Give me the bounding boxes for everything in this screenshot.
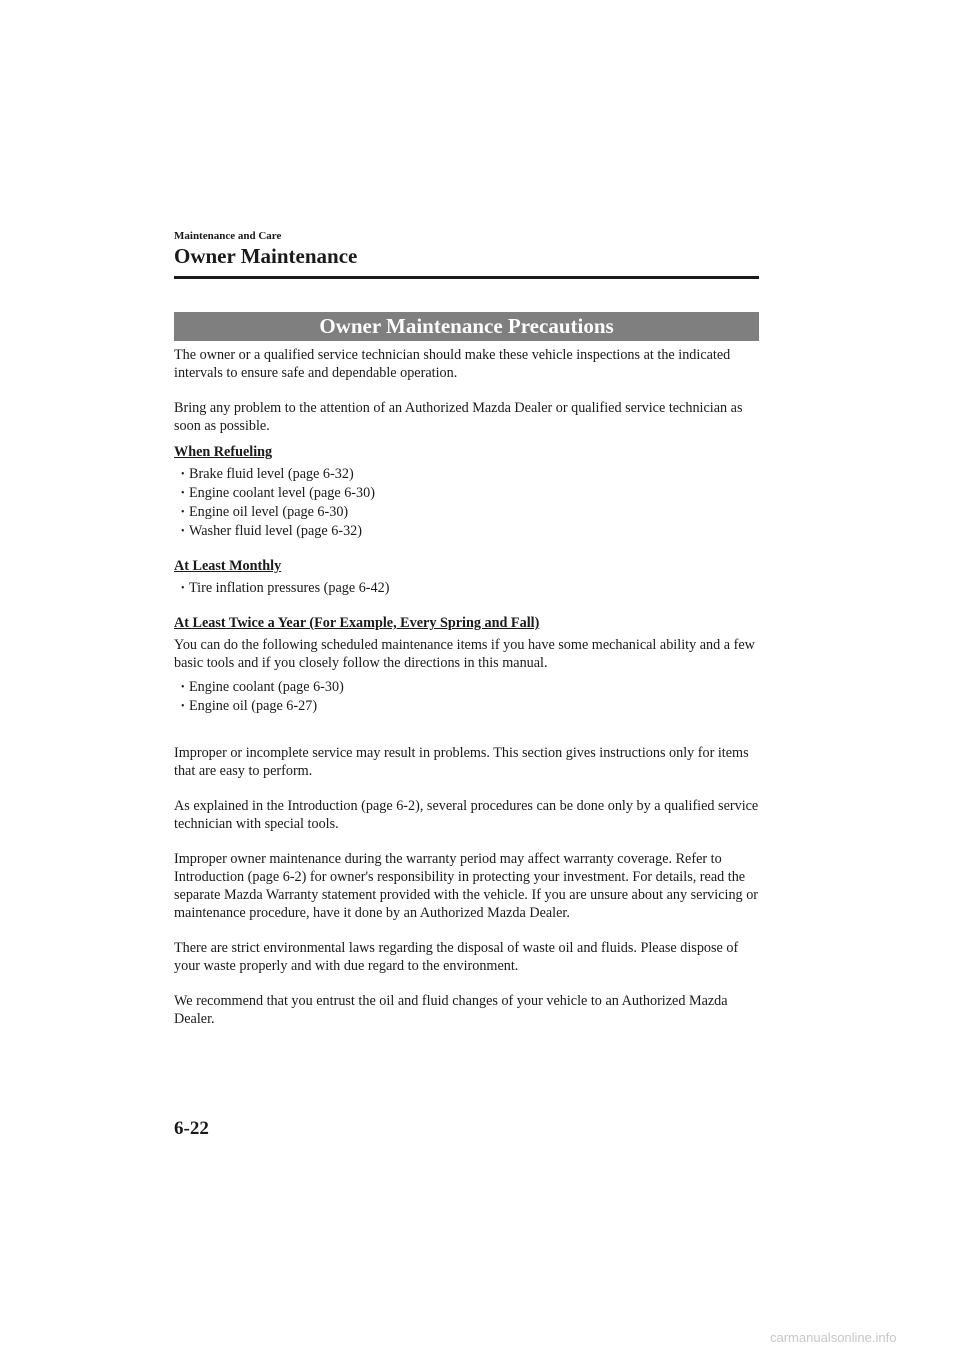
list-item: • Engine oil (page 6-27) — [181, 697, 759, 716]
watermark: carmanualsonline.info — [770, 1330, 897, 1345]
when-refueling-heading: When Refueling — [174, 444, 273, 460]
list-item: • Engine coolant (page 6-30) — [181, 678, 759, 697]
section-banner: Owner Maintenance Precautions — [174, 312, 759, 341]
breadcrumb: Maintenance and Care — [174, 230, 282, 242]
list-item: • Brake fluid level (page 6-32) — [181, 465, 759, 484]
twice-a-year-intro: You can do the following scheduled maintenance items if you have some mechanical ability and a few basic tools and if you closely follow the directions in this manual. — [174, 637, 755, 671]
body-paragraph: As explained in the Introduction (page 6-2), several procedures can be done only by a qualified service technician with special tools. — [174, 798, 759, 832]
when-refueling-list — [174, 465, 759, 541]
main-content — [174, 346, 759, 1045]
list-item: • Engine oil level (page 6-30) — [181, 503, 759, 522]
at-least-monthly-list — [174, 579, 759, 598]
twice-a-year-list — [174, 678, 759, 716]
twice-a-year-heading: At Least Twice a Year (For Example, Every Spring and Fall) — [174, 615, 540, 631]
intro-paragraph: Bring any problem to the attention of an Authorized Mazda Dealer or qualified service technician as soon as possible. — [174, 400, 743, 434]
list-item: • Washer fluid level (page 6-32) — [181, 522, 759, 541]
list-item: • Tire inflation pressures (page 6-42) — [181, 579, 759, 598]
page-title: Owner Maintenance — [174, 244, 358, 268]
header-divider — [174, 276, 759, 279]
list-item: • Engine coolant level (page 6-30) — [181, 484, 759, 503]
at-least-monthly-heading: At Least Monthly — [174, 558, 282, 574]
body-paragraph: Improper or incomplete service may result in problems. This section gives instructions only for items that are easy to perform. — [174, 745, 749, 779]
body-paragraph: There are strict environmental laws regarding the disposal of waste oil and fluids. Please dispose of your waste properly and with due regard to the environment. — [174, 940, 739, 974]
body-paragraph: We recommend that you entrust the oil and fluid changes of your vehicle to an Authorized Mazda Dealer. — [174, 993, 728, 1027]
page-number: 6-22 — [174, 1118, 209, 1139]
body-paragraph: Improper owner maintenance during the warranty period may affect warranty coverage. Refer to Introduction (page 6-2) for owner's responsibility in protecting your investment. For details, read the separate Mazda Warranty statement provided with the vehicle. If you are unsure about any servicing or maintenance procedure, have it done by an Authorized Mazda Dealer. — [174, 851, 759, 921]
intro-paragraph: The owner or a qualified service technician should make these vehicle inspections at the indicated intervals to ensure safe and dependable operation. — [174, 347, 731, 381]
